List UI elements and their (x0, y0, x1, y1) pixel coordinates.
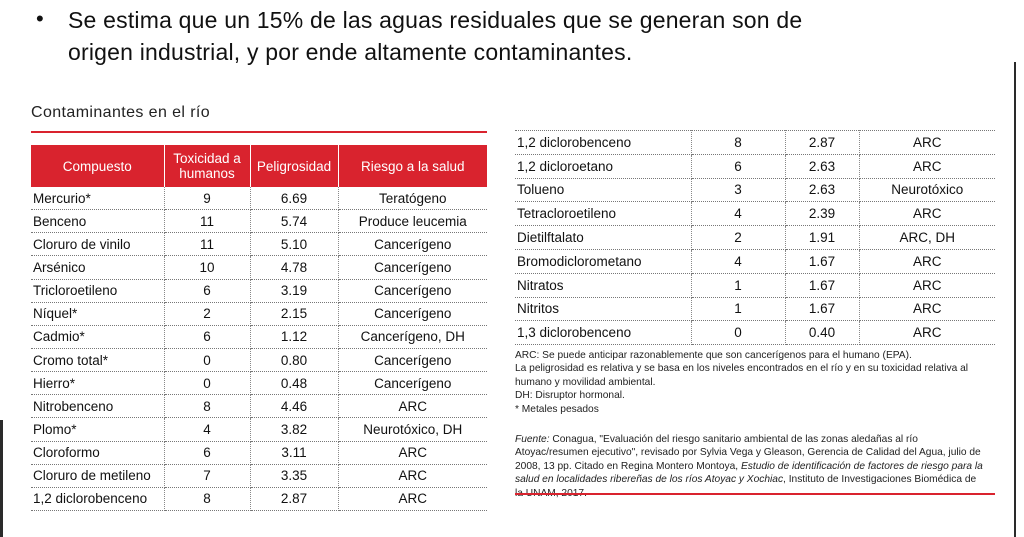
toxicity-cell: 11 (164, 233, 250, 256)
table-row (515, 202, 995, 226)
toxicity-cell: 3 (691, 178, 785, 202)
health-risk-cell: Produce leucemia (338, 210, 487, 233)
health-risk-cell: ARC (338, 395, 487, 418)
hazard-cell: 2.63 (785, 178, 859, 202)
hazard-cell: 6.69 (250, 187, 338, 210)
toxicity-cell: 1 (691, 273, 785, 297)
toxicity-cell: 6 (164, 441, 250, 464)
table-row (31, 187, 487, 210)
note-dh: DH: Disruptor hormonal. (515, 390, 625, 402)
health-risk-cell: Teratógeno (338, 187, 487, 210)
frame-edge-right (1014, 62, 1016, 537)
compound-cell: Cloroformo (31, 441, 164, 464)
compound-cell: Cadmio* (31, 325, 164, 348)
toxicity-cell: 8 (164, 395, 250, 418)
table-row (515, 154, 995, 178)
table-row (31, 487, 487, 510)
source-text: Conagua, "Evaluación del riesgo sanitario ambiental de las zonas aledañas al río Atoyac/resumen ejecutivo", revisado por Sylvia Vega y Gleason, Gerencia de Calidad del Agua, julio de 2008, 13 pp. Citado en Regina Montero Montoya, (515, 434, 981, 472)
health-risk-cell: ARC (859, 131, 995, 155)
hazard-cell: 2.39 (785, 202, 859, 226)
note-peligrosidad: La peligrosidad es relativa y se basa en los niveles encontrados en el río y en su toxicidad relativa al humano y movilidad ambiental. (515, 363, 969, 388)
table-row (515, 273, 995, 297)
health-risk-cell: Neurotóxico, DH (338, 418, 487, 441)
health-risk-cell: Cancerígeno (338, 279, 487, 302)
source-study-title: Estudio de identificación de factores de riesgo para la salud en localidades ribereñas de los ríos Atoyac y Xochiac (515, 460, 983, 486)
hazard-cell: 1.91 (785, 226, 859, 250)
table-row (31, 256, 487, 279)
hazard-cell: 1.12 (250, 325, 338, 348)
table-row (31, 325, 487, 348)
hazard-cell: 0.48 (250, 372, 338, 395)
toxicity-cell: 0 (691, 321, 785, 345)
toxicity-cell: 6 (164, 325, 250, 348)
toxicity-cell: 2 (164, 302, 250, 325)
hazard-cell: 1.67 (785, 249, 859, 273)
hazard-cell: 3.35 (250, 464, 338, 487)
health-risk-cell: ARC (859, 297, 995, 321)
source-rule (515, 493, 995, 495)
toxicity-cell: 6 (164, 279, 250, 302)
health-risk-cell: ARC (859, 154, 995, 178)
header-toxicidad: Toxicidad a humanos (164, 145, 250, 187)
table-row (515, 131, 995, 155)
health-risk-cell: Cancerígeno (338, 233, 487, 256)
table-row (31, 372, 487, 395)
source-citation (515, 433, 985, 500)
compound-cell: Nitratos (515, 273, 691, 297)
toxicity-cell: 10 (164, 256, 250, 279)
header-compuesto: Compuesto (31, 145, 164, 187)
compound-cell: Hierro* (31, 372, 164, 395)
compound-cell: 1,2 diclorobenceno (31, 487, 164, 510)
table-notes (515, 349, 985, 416)
compound-cell: 1,3 diclorobenceno (515, 321, 691, 345)
table-row (31, 395, 487, 418)
health-risk-cell: ARC (859, 273, 995, 297)
toxicity-cell: 4 (691, 202, 785, 226)
toxicity-cell: 8 (164, 487, 250, 510)
toxicity-cell: 8 (691, 131, 785, 155)
hazard-cell: 2.87 (785, 131, 859, 155)
toxicity-cell: 9 (164, 187, 250, 210)
note-arc: ARC: Se puede anticipar razonablemente que son cancerígenos para el humano (EPA). (515, 350, 912, 361)
hazard-cell: 5.10 (250, 233, 338, 256)
compound-cell: Tolueno (515, 178, 691, 202)
toxicity-cell: 4 (164, 418, 250, 441)
compound-cell: Tricloroetileno (31, 279, 164, 302)
hazard-cell: 4.78 (250, 256, 338, 279)
table-row (31, 233, 487, 256)
source-label: Fuente: (515, 434, 550, 445)
health-risk-cell: ARC (338, 441, 487, 464)
health-risk-cell: Cancerígeno (338, 348, 487, 371)
table-row (515, 249, 995, 273)
table-row (31, 464, 487, 487)
hazard-cell: 3.11 (250, 441, 338, 464)
toxicity-cell: 7 (164, 464, 250, 487)
toxicity-cell: 0 (164, 372, 250, 395)
compound-cell: Arsénico (31, 256, 164, 279)
hazard-cell: 5.74 (250, 210, 338, 233)
hazard-cell: 3.82 (250, 418, 338, 441)
header-peligrosidad: Peligrosidad (250, 145, 338, 187)
table-row (31, 302, 487, 325)
health-risk-cell: ARC (338, 464, 487, 487)
health-risk-cell: Cancerígeno, DH (338, 325, 487, 348)
compound-cell: Cloruro de metileno (31, 464, 164, 487)
health-risk-cell: Neurotóxico (859, 178, 995, 202)
hazard-cell: 3.19 (250, 279, 338, 302)
hazard-cell: 2.87 (250, 487, 338, 510)
note-metales: * Metales pesados (515, 403, 599, 415)
table-row (515, 321, 995, 345)
health-risk-cell: ARC (859, 321, 995, 345)
hazard-cell: 1.67 (785, 273, 859, 297)
toxicity-cell: 11 (164, 210, 250, 233)
compound-cell: Plomo* (31, 418, 164, 441)
bullet-text: Se estima que un 15% de las aguas residuales que se generan son de origen industrial, y por ende altamente contaminantes. (68, 7, 803, 65)
compound-cell: Nitrobenceno (31, 395, 164, 418)
hazard-cell: 2.15 (250, 302, 338, 325)
toxicity-cell: 2 (691, 226, 785, 250)
compound-cell: Bromodiclorometano (515, 249, 691, 273)
toxicity-cell: 0 (164, 348, 250, 371)
compound-cell: Tetracloroetileno (515, 202, 691, 226)
table-row (31, 418, 487, 441)
table-row (31, 348, 487, 371)
table-row (515, 226, 995, 250)
hazard-cell: 4.46 (250, 395, 338, 418)
health-risk-cell: ARC (338, 487, 487, 510)
health-risk-cell: Cancerígeno (338, 302, 487, 325)
toxicity-cell: 4 (691, 249, 785, 273)
table-row (31, 210, 487, 233)
table-row (31, 441, 487, 464)
toxicity-cell: 6 (691, 154, 785, 178)
health-risk-cell: ARC (859, 202, 995, 226)
table-header-row (31, 145, 487, 187)
table-row (515, 297, 995, 321)
compound-cell: Cloruro de vinilo (31, 233, 164, 256)
health-risk-cell: Cancerígeno (338, 256, 487, 279)
header-riesgo: Riesgo a la salud (338, 145, 487, 187)
compound-cell: 1,2 diclorobenceno (515, 131, 691, 155)
hazard-cell: 2.63 (785, 154, 859, 178)
contaminants-table-right (515, 130, 995, 345)
compound-cell: Nitritos (515, 297, 691, 321)
hazard-cell: 1.67 (785, 297, 859, 321)
health-risk-cell: Cancerígeno (338, 372, 487, 395)
frame-edge-left (0, 420, 3, 537)
table-row (515, 178, 995, 202)
health-risk-cell: ARC (859, 249, 995, 273)
toxicity-cell: 1 (691, 297, 785, 321)
table-row (31, 279, 487, 302)
hazard-cell: 0.40 (785, 321, 859, 345)
source-tail: , Instituto de Investigaciones Biomédica de (783, 474, 977, 486)
compound-cell: Benceno (31, 210, 164, 233)
compound-cell: Dietilftalato (515, 226, 691, 250)
contaminants-table-left (31, 145, 487, 511)
hazard-cell: 0.80 (250, 348, 338, 371)
section-title: Contaminantes en el río (31, 104, 211, 121)
compound-cell: 1,2 dicloroetano (515, 154, 691, 178)
compound-cell: Mercurio* (31, 187, 164, 210)
health-risk-cell: ARC, DH (859, 226, 995, 250)
title-rule (31, 131, 487, 133)
compound-cell: Cromo total* (31, 348, 164, 371)
compound-cell: Níquel* (31, 302, 164, 325)
bullet-symbol: • (36, 6, 44, 31)
